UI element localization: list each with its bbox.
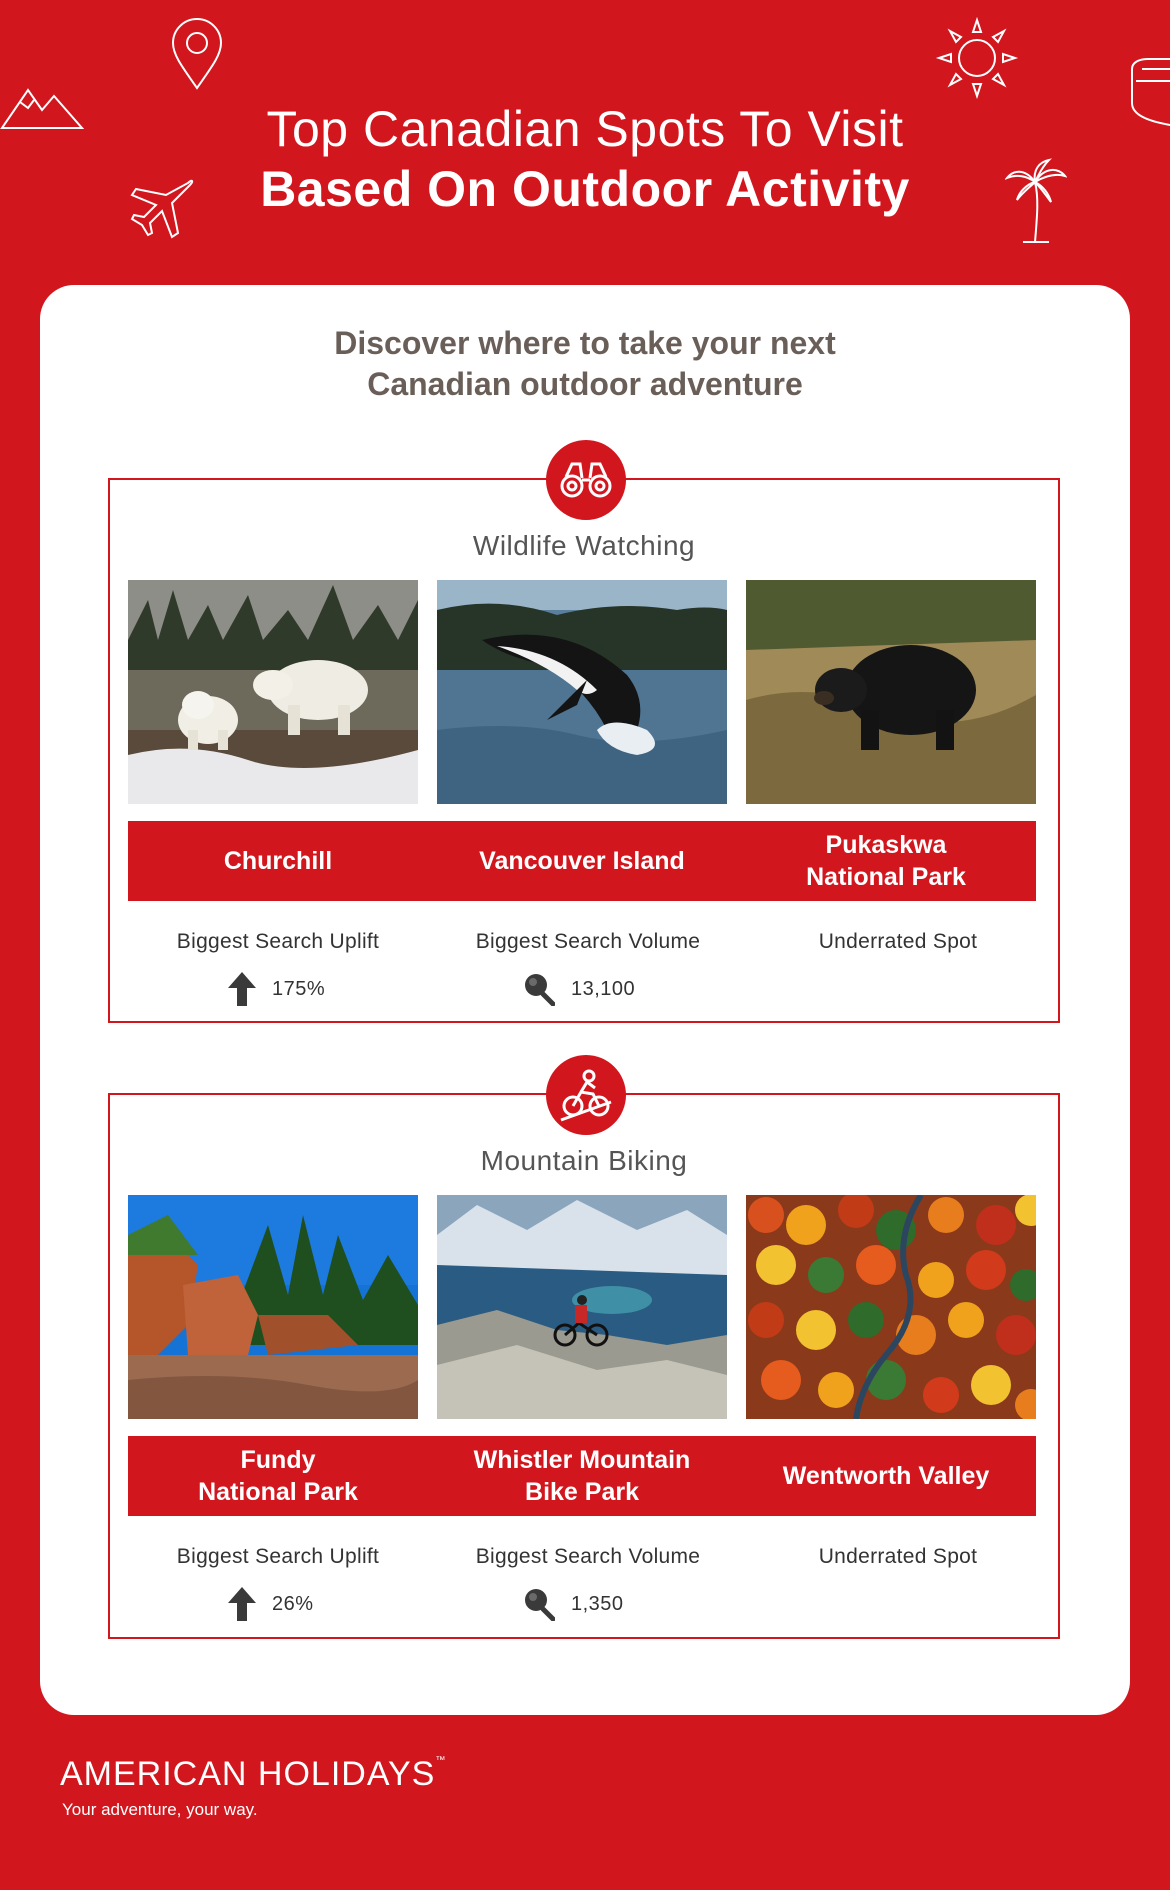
stat-label: Biggest Search Volume	[475, 930, 701, 953]
stat-value-row	[228, 969, 325, 1009]
stat-value: 175%	[272, 977, 326, 1000]
place-name: Fundy National Park	[198, 1446, 358, 1506]
orca-photo	[437, 580, 727, 804]
section-wildlife-watching	[108, 478, 1060, 1023]
section-title: Wildlife Watching	[472, 530, 696, 561]
arrow-up-icon	[228, 1587, 256, 1621]
stat-value: 26%	[272, 1592, 314, 1615]
stat-label: Underrated Spot	[818, 930, 978, 953]
section-mountain-biking	[108, 1093, 1060, 1639]
brand-tagline: Your adventure, your way.	[62, 1800, 258, 1819]
binoculars-icon	[546, 440, 626, 520]
arrow-up-icon	[228, 972, 256, 1006]
trademark-symbol: ™	[435, 1755, 447, 1766]
stat-value-row	[228, 1584, 314, 1624]
place-name: Wentworth Valley	[782, 1462, 990, 1490]
stat-value-row	[523, 969, 635, 1009]
intro-text-line1: Discover where to take your next	[334, 325, 836, 361]
page-title: Top Canadian Spots To Visit	[266, 101, 904, 157]
intro-text-line2: Canadian outdoor adventure	[367, 366, 803, 402]
sea-cliffs-photo	[128, 1195, 418, 1419]
mountain-biker-photo	[437, 1195, 727, 1419]
autumn-forest-photo	[746, 1195, 1036, 1419]
stat-label: Biggest Search Volume	[475, 1545, 701, 1568]
place-name: Churchill	[223, 847, 333, 875]
place-name-band	[128, 821, 1036, 901]
location-pin-icon	[170, 18, 224, 90]
stat-label: Biggest Search Uplift	[176, 1545, 380, 1568]
place-name: Vancouver Island	[479, 847, 685, 875]
brand-logo	[60, 1755, 446, 1794]
stat-label: Biggest Search Uplift	[176, 930, 380, 953]
place-name-band	[128, 1436, 1036, 1516]
search-icon	[523, 1587, 555, 1621]
page-subtitle: Based On Outdoor Activity	[260, 161, 910, 217]
brand-name: AMERICAN HOLIDAYS	[60, 1755, 436, 1793]
black-bear-photo	[746, 580, 1036, 804]
mountain-biker-icon	[546, 1055, 626, 1135]
sun-icon	[935, 16, 1019, 100]
section-title: Mountain Biking	[480, 1145, 688, 1176]
polar-bears-photo	[128, 580, 418, 804]
search-icon	[523, 972, 555, 1006]
stat-value: 1,350	[571, 1592, 624, 1615]
place-name: Pukaskwa National Park	[806, 831, 966, 891]
place-name: Whistler Mountain Bike Park	[473, 1446, 691, 1506]
stat-value-row	[523, 1584, 624, 1624]
content-card	[40, 285, 1130, 1715]
stat-label: Underrated Spot	[818, 1545, 978, 1568]
stat-value: 13,100	[571, 977, 636, 1000]
